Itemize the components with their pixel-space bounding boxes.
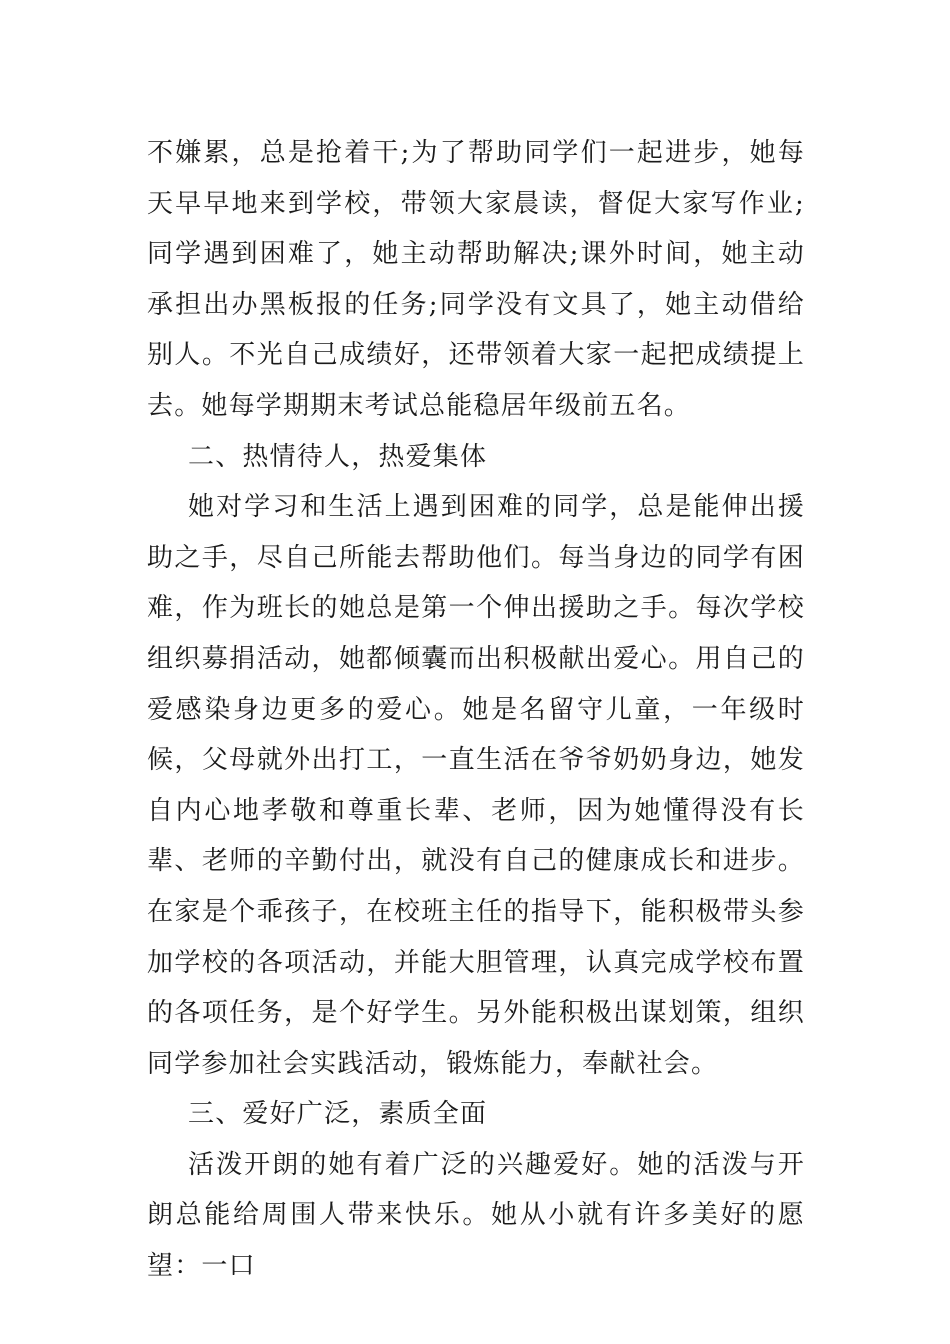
document-body [147, 128, 805, 1292]
paragraph-3: 活泼开朗的她有着广泛的兴趣爱好。她的活泼与开朗总能给周围人带来快乐。她从小就有许多美好的愿望：一口 [147, 1149, 805, 1282]
paragraph-1: 不嫌累，总是抢着干;为了帮助同学们一起进步，她每天早早地来到学校，带领大家晨读，督促大家写作业;同学遇到困难了，她主动帮助解决;课外时间，她主动承担出办黑板报的任务;同学没有文具了，她主动借给别人。不光自己成绩好，还带领着大家一起把成绩提上去。她每学期期末考试总能稳居年级前五名。 [147, 138, 805, 421]
section-heading-2: 二、热情待人，热爱集体 [188, 441, 488, 472]
section-heading-3: 三、爱好广泛，素质全面 [188, 1099, 488, 1130]
paragraph-2: 她对学习和生活上遇到困难的同学，总是能伸出援助之手，尽自己所能去帮助他们。每当身边的同学有困难，作为班长的她总是第一个伸出援助之手。每次学校组织募捐活动，她都倾囊而出积极献出爱心。用自己的爱感染身边更多的爱心。她是名留守儿童，一年级时候，父母就外出打工，一直生活在爷爷奶奶身边，她发自内心地孝敬和尊重长辈、老师，因为她懂得没有长辈、老师的辛勤付出，就没有自己的健康成长和进步。在家是个乖孩子，在校班主任的指导下，能积极带头参加学校的各项活动，并能大胆管理，认真完成学校布置的各项任务，是个好学生。另外能积极出谋划策，组织同学参加社会实践活动，锻炼能力，奉献社会。 [147, 492, 805, 1079]
